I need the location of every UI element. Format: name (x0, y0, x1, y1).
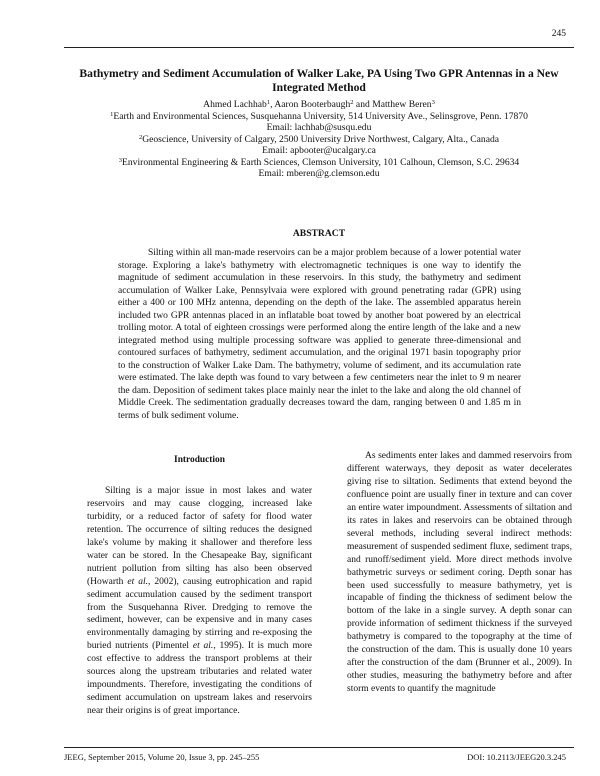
author-superscript: 1 (266, 99, 271, 106)
text-run: , 1995). It is much more cost effective to address the transport problems at their sources along the upstream tributaries and related water impoundments. Therefore, investigating the conditions of sediment accumulation on upstream lakes and reservoirs near their origins is of great importance. (87, 641, 313, 717)
abstract-text: Silting within all man-made reservoirs can be a major problem because of a lower potential water storage. Exploring a lake's bathymetry with electromagnetic techniques is one way to identify the magnitude of sediment accumulation in these reservoirs. In this study, the bathymetry and sediment accumulation of Walker Lake, Pennsylvaia were explored with ground penetrating radar (GPR) using either a 400 or 100 MHz antenna, depending on the depth of the lake. The assembled apparatus herein included two GPR antennas placed in an inflatable boat towed by another boat powered by an electrical trolling motor. A total of eighteen crossings were performed along the entire length of the lake and a new integrated method using multiple processing software was applied to generate three-dimensional and contoured surfaces of bathymetry, sediment accumulation, and the original 1971 basin topography prior to the construction of Walker Lake Dam. The bathymetry, volume of sediment, and its accumulation rate were estimated. The lake depth was found to vary between a few centimeters near the inlet to 9 m nearer the dam. Deposition of sediment takes place mainly near the inlet to the lake and along the old channel of Middle Creek. The sedimentation gradually decreases toward the dam, ranging between 0 and 1.85 m in terms of bulk sediment volume. (118, 248, 521, 421)
paper-title: Bathymetry and Sediment Accumulation of Walker Lake, PA Using Two GPR Antennas in a New Integrated Method (79, 67, 559, 94)
affiliation-email: Email: lachhab@susqu.edu (266, 122, 372, 133)
affiliation-email: Email: apbooter@ucalgary.ca (262, 145, 376, 156)
author-name: Aaron Booterbaugh (274, 99, 351, 110)
affiliation (64, 157, 574, 169)
body-paragraph: As sediments enter lakes and dammed reservoirs from different waterways, they deposit as water decelerates giving rise to siltation. Sediments that extend beyond the confluence point are usually finer in texture and can cover an entire water impoundment. Assessments of siltation and its rates in lakes and reservoirs can be obtained through several methods, including several indirect methods: measurement of suspended sediment fluxe, sediment traps, and runoff/sediment yield. More direct methods involve bathymetric surveys or sediment coring. Depth sonar has been used successfully to measure bathymetry, yet is incapable of finding the thickness of sediment below the bottom of the lake in a single survey. A depth sonar can provide information of sediment thickness if the surveyed bathymetry is compared to the topography at the time of the construction of the dam. This is usually done 10 years after the construction of the dam (Brunner et al., 2009). In other studies, measuring the bathymetry before and after storm events to quantify the magnitude (347, 451, 572, 695)
author-name: Matthew Beren (372, 99, 432, 110)
footer-rule (64, 747, 574, 748)
journal-citation: JEEG, September 2015, Volume 20, Issue 3, pp. 245–255 (64, 752, 260, 762)
text-run: Silting is a major issue in most lakes and water reservoirs and may cause clogging, increased lake turbidity, or a reduced factor of safety for flood water retention. The occurrence of silting reduces the designed lake's volume by making it shallower and therefore less water can be stored. In the Chesapeake Bay, significant nutrient pollution from silting has also been observed (Howarth (87, 485, 312, 587)
affiliation-text: Geoscience, University of Calgary, 2500 University Drive Northwest, Calgary, Alta., Canada (142, 133, 500, 145)
affiliation (64, 134, 574, 146)
affiliation (64, 111, 574, 123)
header-rule (64, 47, 574, 48)
text-run: , 2002), causing eutrophication and rapid sediment accumulation caused by the sediment transport from the Susquehanna River. Dredging to remove the sediment, however, can be expensive and in many cases environmentally damaging by stirring and re-exposing the buried nutrients (Pimentel (87, 576, 312, 652)
affiliation-text: Environmental Engineering & Earth Sciences, Clemson University, 101 Calhoun, Clemson, S.C. 29634 (122, 156, 520, 168)
author-superscript: 3 (431, 99, 435, 106)
left-column (87, 450, 312, 718)
introduction-paragraph (87, 485, 312, 718)
introduction-heading: Introduction (174, 455, 225, 465)
doi: DOI: 10.2113/JEEG20.3.245 (467, 752, 566, 762)
author-block (64, 99, 574, 180)
affiliation-email: Email: mberen@g.clemson.edu (258, 168, 380, 179)
text-run-italic: et al. (127, 576, 149, 587)
affiliation-text: Earth and Environmental Sciences, Susquehanna University, 514 University Ave., Selinsgrove, Penn. 17870 (113, 110, 528, 122)
author-name: Ahmed Lachhab (203, 99, 267, 110)
author-separator: and (353, 99, 373, 110)
page-number: 245 (551, 29, 566, 39)
text-run-italic: et al. (192, 641, 214, 652)
affiliation-superscript: 3 (118, 156, 123, 164)
abstract-heading: ABSTRACT (292, 228, 346, 239)
author-superscript: 2 (350, 99, 354, 106)
right-column (347, 450, 572, 696)
affiliation-superscript: 1 (110, 110, 114, 118)
affiliation-superscript: 2 (138, 133, 143, 141)
author-separator: , (270, 99, 275, 110)
author-names (64, 99, 574, 111)
